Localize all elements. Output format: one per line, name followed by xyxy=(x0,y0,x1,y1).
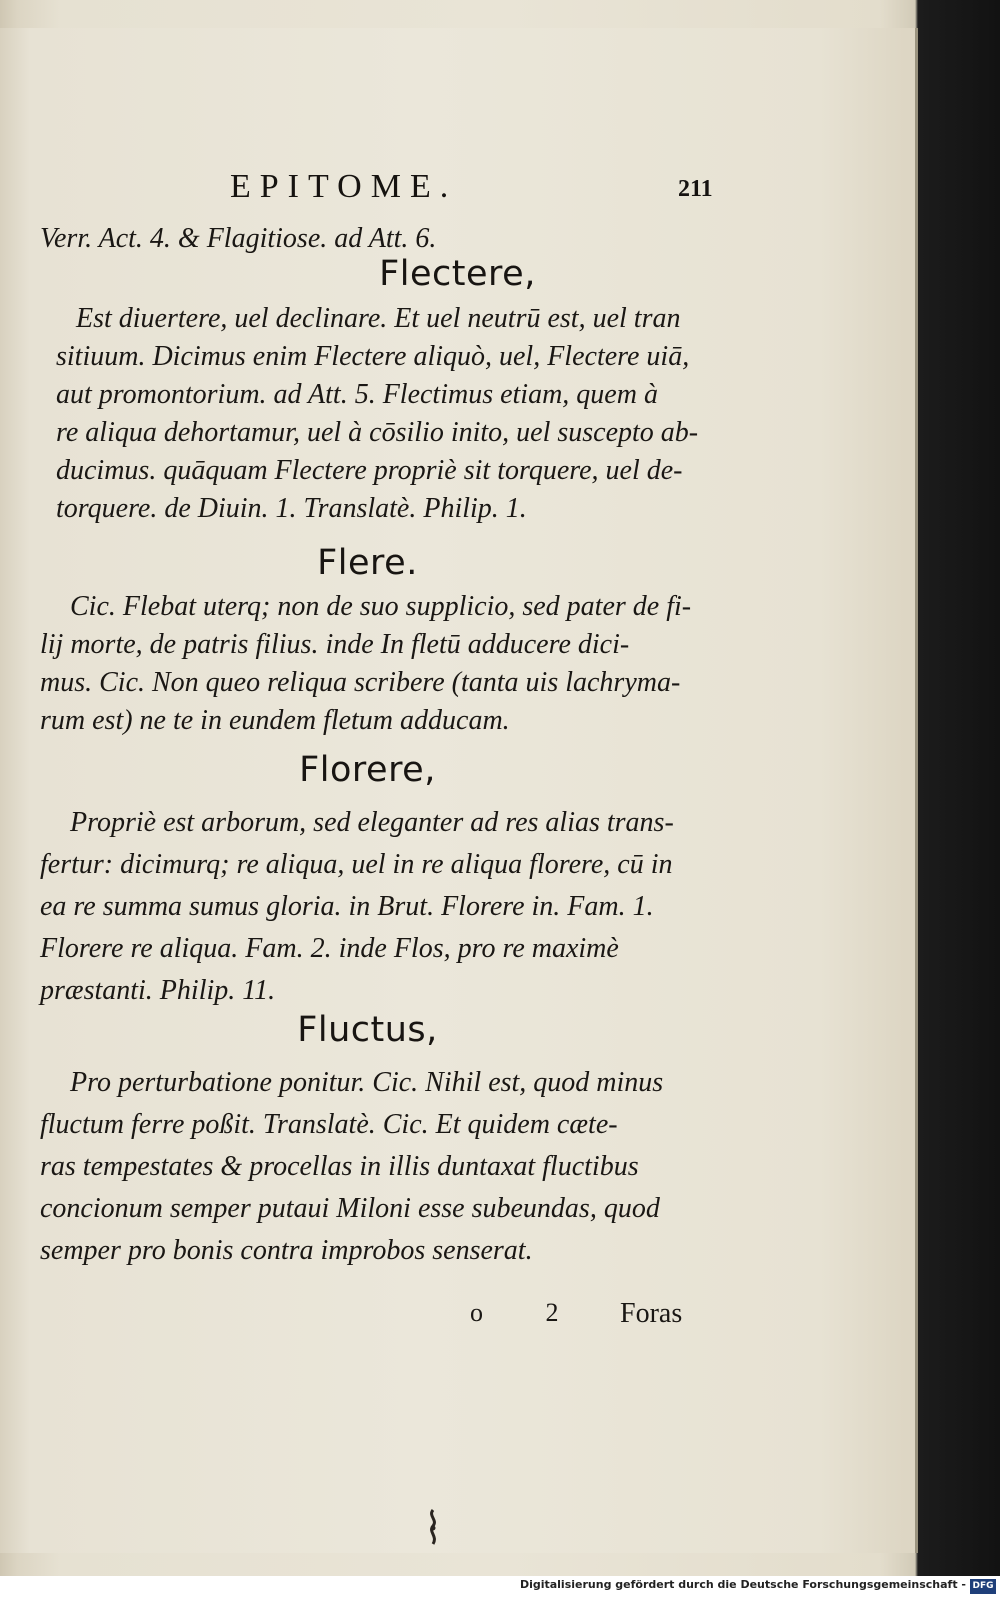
text-line: ras tempestates & procellas in illis duntaxat fluctibus xyxy=(40,1151,639,1182)
text-line: Est diuertere, uel declinare. Et uel neutrū est, uel tran xyxy=(76,303,681,334)
entry-body-florere xyxy=(40,804,710,1010)
text-line: rum est) ne te in eundem fletum adducam. xyxy=(40,705,510,736)
text-line: fertur: dicimurq; re aliqua, uel in re aliqua florere, cū in xyxy=(40,849,673,880)
text-line: concionum semper putaui Miloni esse subeundas, quod xyxy=(40,1193,660,1224)
catchword-row xyxy=(0,1298,915,1338)
book-page xyxy=(0,28,918,1553)
text-line: Verr. Act. 4. & Flagitiose. ad Att. 6. xyxy=(40,223,437,254)
text-line: mus. Cic. Non queo reliqua scribere (tanta uis lachryma- xyxy=(40,667,681,698)
entry-body-fluctus xyxy=(40,1064,710,1270)
text-line: ea re summa sumus gloria. in Brut. Florere in. Fam. 1. xyxy=(40,891,654,922)
text-line: præstanti. Philip. 11. xyxy=(40,975,276,1006)
text-line: Florere re aliqua. Fam. 2. inde Flos, pro re maximè xyxy=(40,933,619,964)
folio-number: 211 xyxy=(678,176,713,202)
text-line: aut promontorium. ad Att. 5. Flectimus etiam, quem à xyxy=(56,379,658,410)
text-line: re aliqua dehortamur, uel à cōsilio inito, uel suscepto ab- xyxy=(56,417,699,448)
text-line: semper pro bonis contra improbos senserat. xyxy=(40,1235,533,1266)
entry-heading-florere: Florere, xyxy=(299,750,436,790)
text-line: lij morte, de patris filius. inde In fletū adducere dici- xyxy=(40,629,630,660)
catchword: Foras xyxy=(620,1298,683,1329)
printer-ornament-icon xyxy=(424,1508,442,1548)
text-line: sitiuum. Dicimus enim Flectere aliquò, uel, Flectere uiā, xyxy=(56,341,690,372)
text-line: Cic. Flebat uterq; non de suo supplicio, sed pater de fi- xyxy=(70,591,692,622)
text-line: Propriè est arborum, sed eleganter ad res alias trans- xyxy=(70,807,674,838)
text-line: ducimus. quāquam Flectere propriè sit torquere, uel de- xyxy=(56,455,683,486)
entry-body-flere xyxy=(40,588,710,740)
page-header xyxy=(0,168,915,208)
signature-mark: o 2 xyxy=(470,1298,587,1327)
running-head: EPITOME. xyxy=(230,168,458,205)
text-line: torquere. de Diuin. 1. Translatè. Philip. 1. xyxy=(56,493,527,524)
entry-heading-fluctus: Fluctus, xyxy=(297,1010,438,1050)
entry-heading-flere: Flere. xyxy=(317,543,418,583)
funding-credit: Digitalisierung gefördert durch die Deutsche Forschungsgemeinschaft - xyxy=(519,1578,966,1591)
carryover-line xyxy=(40,220,710,258)
entry-heading-flectere: Flectere, xyxy=(379,254,536,294)
digitization-footer xyxy=(0,1576,1000,1598)
entry-body-flectere xyxy=(56,300,726,528)
dfg-logo-icon: DFG xyxy=(970,1579,996,1594)
text-line: Pro perturbatione ponitur. Cic. Nihil est, quod minus xyxy=(70,1067,664,1098)
text-line: fluctum ferre poßit. Translatè. Cic. Et quidem cæte- xyxy=(40,1109,618,1140)
